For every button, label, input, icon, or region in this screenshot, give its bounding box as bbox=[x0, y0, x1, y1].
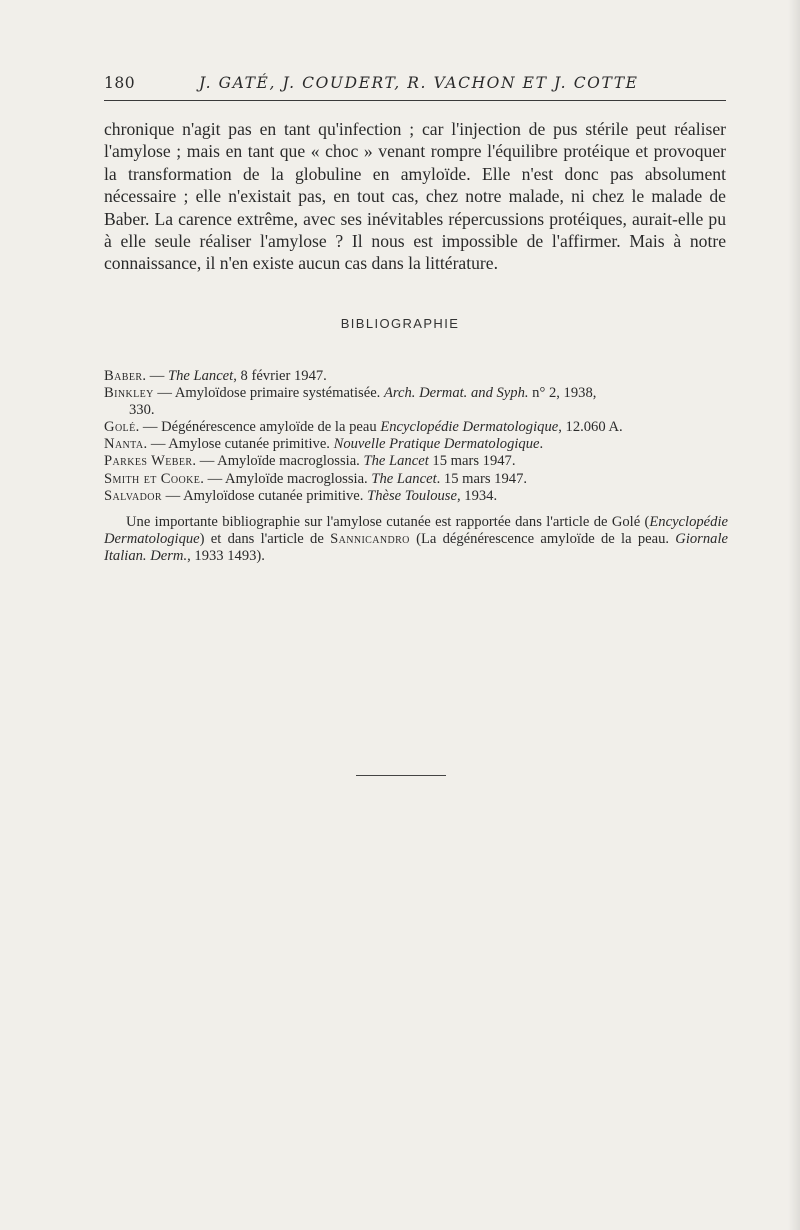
bibliography-list bbox=[104, 368, 728, 505]
bib-entry: Nanta. — Amylose cutanée primitive. Nouvelle Pratique Dermatologique. bbox=[104, 436, 544, 453]
body-paragraph: chronique n'agit pas en tant qu'infection ; car l'injection de pus stérile peut réaliser l'amylose ; mais en tant que « choc » venant rompre l'équilibre protéique et provoquer la transformation de la globuline en amyloïde. Elle n'est donc pas absolument nécessaire ; elle n'existait pas, en tout cas, chez notre malade, ni chez le malade de Baber. La carence extrême, avec ses inévitables répercussions protéiques, aurait-elle pu à elle seule réaliser l'amylose ? Il nous est impossible de l'affirmer. Mais à notre connaissance, il n'en existe aucun cas dans la littérature. bbox=[104, 119, 726, 274]
running-title: J. GATÉ, J. COUDERT, R. VACHON ET J. COTTE bbox=[199, 74, 639, 92]
bib-entry: Baber. — The Lancet, 8 février 1947. bbox=[104, 368, 327, 384]
bib-entry: Parkes Weber. — Amyloïde macroglossia. The Lancet 15 mars 1947. bbox=[104, 453, 516, 470]
bib-entry: Salvador — Amyloïdose cutanée primitive. Thèse Toulouse, 1934. bbox=[104, 487, 498, 504]
bibliography-title: BIBLIOGRAPHIE bbox=[340, 316, 460, 331]
page-number: 180 bbox=[104, 74, 136, 92]
bib-entry: Golé. — Dégénérescence amyloïde de la peau Encyclopédie Dermatologique, 12.060 A. bbox=[104, 419, 623, 436]
bib-entry: Binkley — Amyloïdose primaire systématisée. Arch. Dermat. and Syph. n° 2, 1938, 330. bbox=[104, 385, 597, 419]
running-header bbox=[104, 74, 726, 98]
bib-entry: Smith et Cooke. — Amyloïde macroglossia. The Lancet. 15 mars 1947. bbox=[104, 470, 528, 487]
page-edge-shadow bbox=[788, 0, 800, 1230]
bibliography-note: Une importante bibliographie sur l'amylose cutanée est rapportée dans l'article de Golé (Encyclopédie Dermatologique) et dans l'article de Sannicandro (La dégénérescence amyloïde de la peau. Giornale Italian. Derm., 1933 1493). bbox=[104, 514, 728, 565]
end-rule bbox=[356, 775, 446, 776]
header-rule bbox=[104, 100, 726, 101]
